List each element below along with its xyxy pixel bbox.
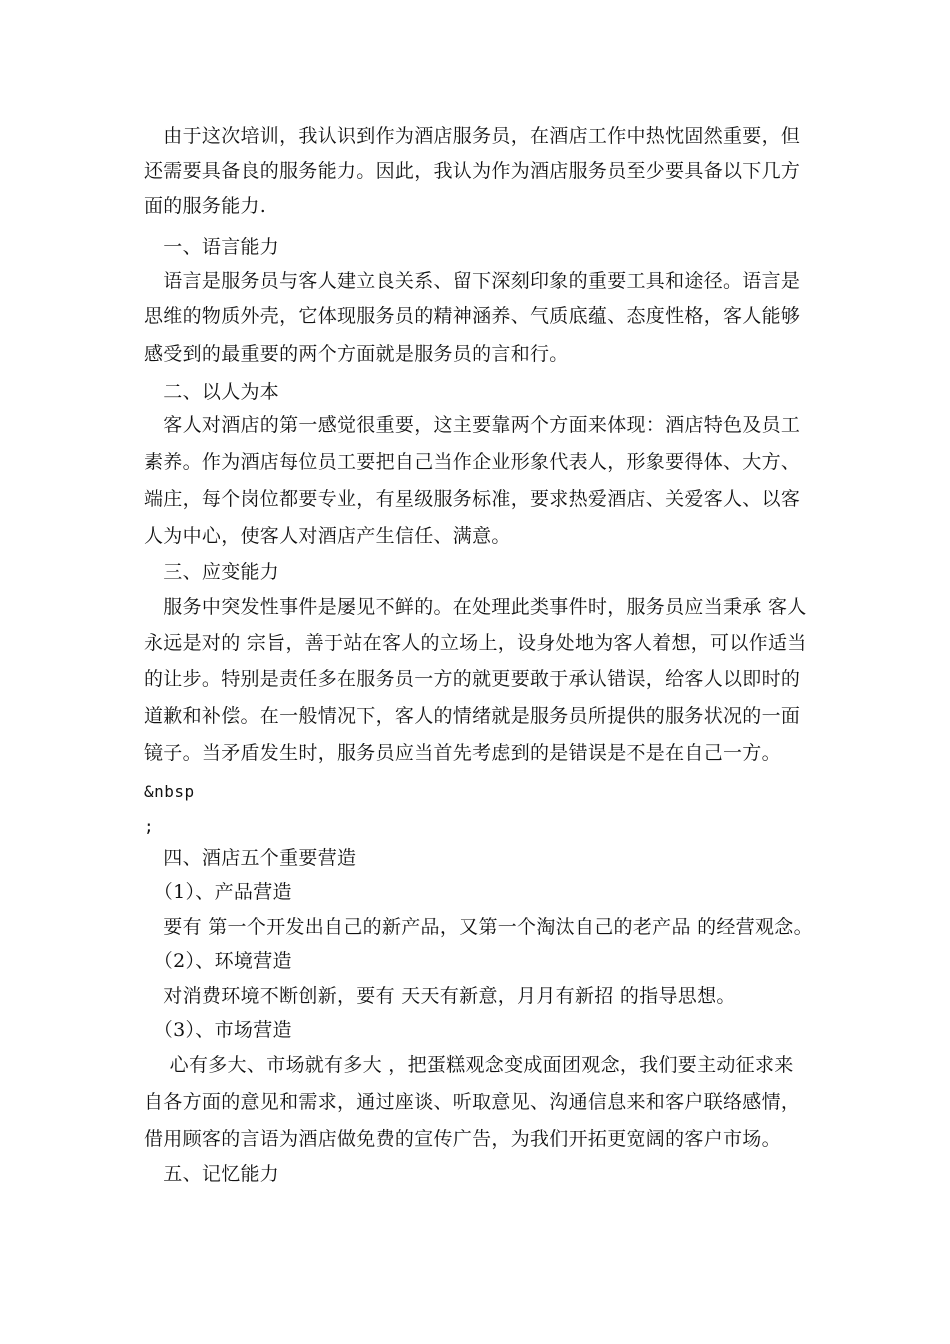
paragraph-language-line-2: 思维的物质外壳，它体现服务员的精神涵养、气质底蕴、态度性格，客人能够 [144,305,801,327]
heading-language-ability: 一、语言能力 [144,236,280,258]
heading-adaptability: 三、应变能力 [144,561,280,583]
heading-memory-ability: 五、记忆能力 [144,1163,280,1185]
paragraph-adapt-line-3: 的让步。特别是责任多在服务员一方的就更要敢于承认错误，给客人以即时的 [144,668,801,690]
paragraph-people-line-1: 客人对酒店的第一感觉很重要，这主要靠两个方面来体现：酒店特色及员工 [144,414,801,436]
paragraph-language-line-1: 语言是服务员与客人建立良关系、留下深刻印象的重要工具和途径。语言是 [144,270,801,292]
stray-semicolon-text: ; [144,817,155,836]
stray-nbsp-text: &nbsp [144,782,195,801]
subheading-environment: （2）、环境营造 [144,950,292,972]
subheading-market: （3）、市场营造 [144,1019,292,1041]
heading-people-oriented: 二、以人为本 [144,381,280,403]
paragraph-intro-line-3: 面的服务能力. [144,195,267,217]
paragraph-people-line-3: 端庄，每个岗位都要专业，有星级服务标准，要求热爱酒店、关爱客人、以客 [144,488,801,510]
paragraph-environment: 对消费环境不断创新，要有 天天有新意，月月有新招 的指导思想。 [144,985,736,1007]
paragraph-intro-line-2: 还需要具备良的服务能力。因此，我认为作为酒店服务员至少要具备以下几方 [144,160,801,182]
paragraph-language-line-3: 感受到的最重要的两个方面就是服务员的言和行。 [144,343,569,365]
paragraph-people-line-2: 素养。作为酒店每位员工要把自己当作企业形象代表人，形象要得体、大方、 [144,451,801,473]
paragraph-product: 要有 第一个开发出自己的新产品，又第一个淘汰自己的老产品 的经营观念。 [144,916,813,938]
heading-five-creations: 四、酒店五个重要营造 [144,847,357,869]
paragraph-market-line-2: 自各方面的意见和需求，通过座谈、听取意见、沟通信息来和客户联络感情， [144,1091,801,1113]
paragraph-adapt-line-1: 服务中突发性事件是屡见不鲜的。在处理此类事件时，服务员应当秉承 客人 [144,596,807,618]
paragraph-market-line-1: 心有多大、市场就有多大 ，把蛋糕观念变成面团观念，我们要主动征求来 [144,1054,794,1076]
paragraph-adapt-line-5: 镜子。当矛盾发生时，服务员应当首先考虑到的是错误是不是在自己一方。 [144,742,781,764]
paragraph-adapt-line-4: 道歉和补偿。在一般情况下，客人的情绪就是服务员所提供的服务状况的一面 [144,705,801,727]
paragraph-market-line-3: 借用顾客的言语为酒店做免费的宣传广告，为我们开拓更宽阔的客户市场。 [144,1128,781,1150]
paragraph-intro-line-1: 由于这次培训，我认识到作为酒店服务员，在酒店工作中热忱固然重要，但 [144,125,801,147]
paragraph-people-line-4: 人为中心，使客人对酒店产生信任、满意。 [144,525,511,547]
paragraph-adapt-line-2: 永远是对的 宗旨，善于站在客人的立场上，设身处地为客人着想，可以作适当 [144,632,807,654]
subheading-product: （1）、产品营造 [144,881,292,903]
